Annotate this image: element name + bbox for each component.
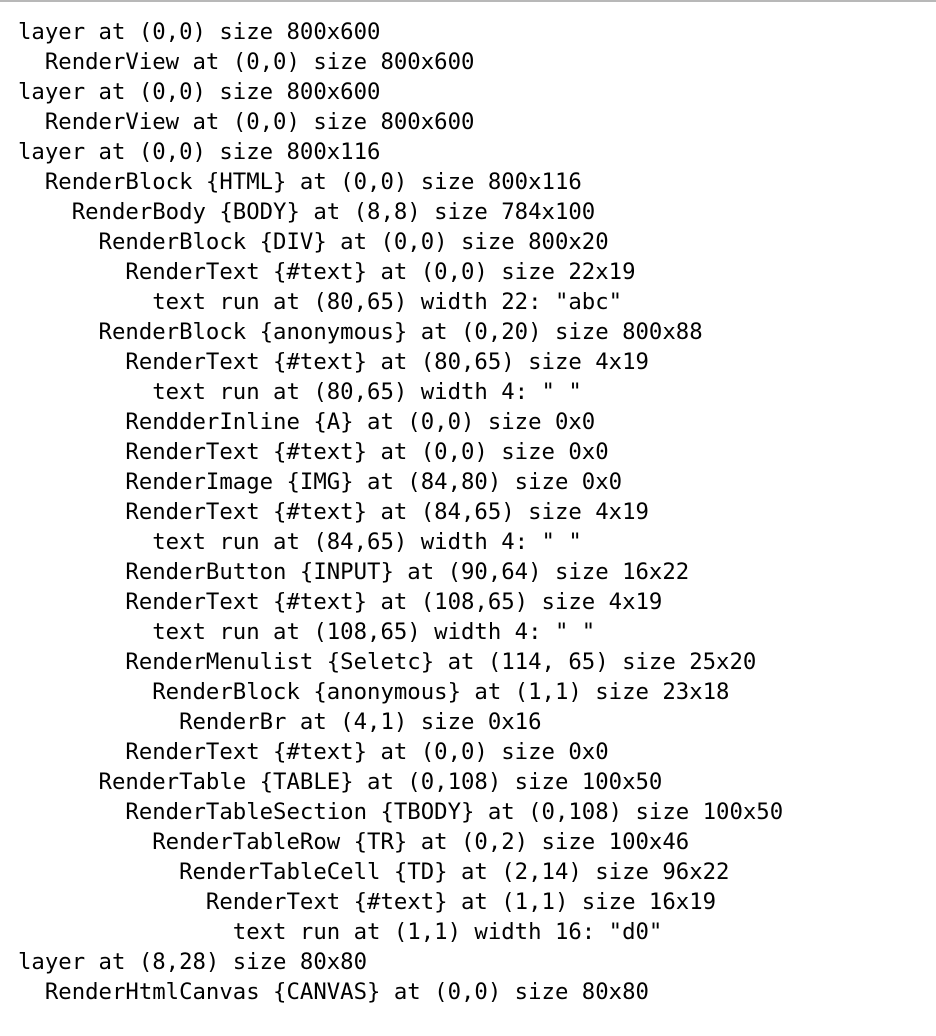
tree-line: text run at (84,65) width 4: " " [18,529,582,555]
tree-line: RenderText {#text} at (84,65) size 4x19 [18,499,649,525]
tree-line: RenderBlock {anonymous} at (0,20) size 800x88 [18,319,703,345]
tree-line: layer at (0,0) size 800x600 [18,79,381,105]
tree-line: RenderText {#text} at (0,0) size 0x0 [18,739,609,765]
tree-line: layer at (0,0) size 800x600 [18,19,381,45]
tree-line: RenderText {#text} at (80,65) size 4x19 [18,349,649,375]
tree-line: RenderView at (0,0) size 800x600 [18,109,475,135]
tree-line: RenderTableCell {TD} at (2,14) size 96x22 [18,859,730,885]
tree-line: RenderButton {INPUT} at (90,64) size 16x22 [18,559,690,585]
tree-line: RenderTableSection {TBODY} at (0,108) size 100x50 [18,799,784,825]
tree-line: RendderInline {A} at (0,0) size 0x0 [18,409,596,435]
tree-line: RenderBlock {DIV} at (0,0) size 800x20 [18,229,609,255]
tree-line: RenderHtmlCanvas {CANVAS} at (0,0) size 80x80 [18,979,649,1005]
tree-line: RenderBlock {anonymous} at (1,1) size 23x18 [18,679,730,705]
tree-line: text run at (1,1) width 16: "d0" [18,919,663,945]
tree-line: RenderTableRow {TR} at (0,2) size 100x46 [18,829,690,855]
tree-line: layer at (8,28) size 80x80 [18,949,368,975]
tree-line: RenderText {#text} at (108,65) size 4x19 [18,589,663,615]
tree-line: RenderBlock {HTML} at (0,0) size 800x116 [18,169,582,195]
tree-line: text run at (108,65) width 4: " " [18,619,596,645]
tree-line: RenderImage {IMG} at (84,80) size 0x0 [18,469,623,495]
tree-line: RenderText {#text} at (0,0) size 22x19 [18,259,636,285]
tree-line: RenderBr at (4,1) size 0x16 [18,709,542,735]
tree-line: text run at (80,65) width 22: "abc" [18,289,623,315]
tree-line: RenderView at (0,0) size 800x600 [18,49,475,75]
tree-line: text run at (80,65) width 4: " " [18,379,582,405]
tree-line: RenderText {#text} at (0,0) size 0x0 [18,439,609,465]
tree-line: RenderTable {TABLE} at (0,108) size 100x50 [18,769,663,795]
tree-line: RenderText {#text} at (1,1) size 16x19 [18,889,717,915]
render-tree-dump [18,17,783,1007]
tree-line: layer at (0,0) size 800x116 [18,139,381,165]
tree-line: RenderMenulist {Seletc} at (114, 65) size 25x20 [18,649,757,675]
tree-line: RenderBody {BODY} at (8,8) size 784x100 [18,199,596,225]
top-divider [0,0,936,2]
